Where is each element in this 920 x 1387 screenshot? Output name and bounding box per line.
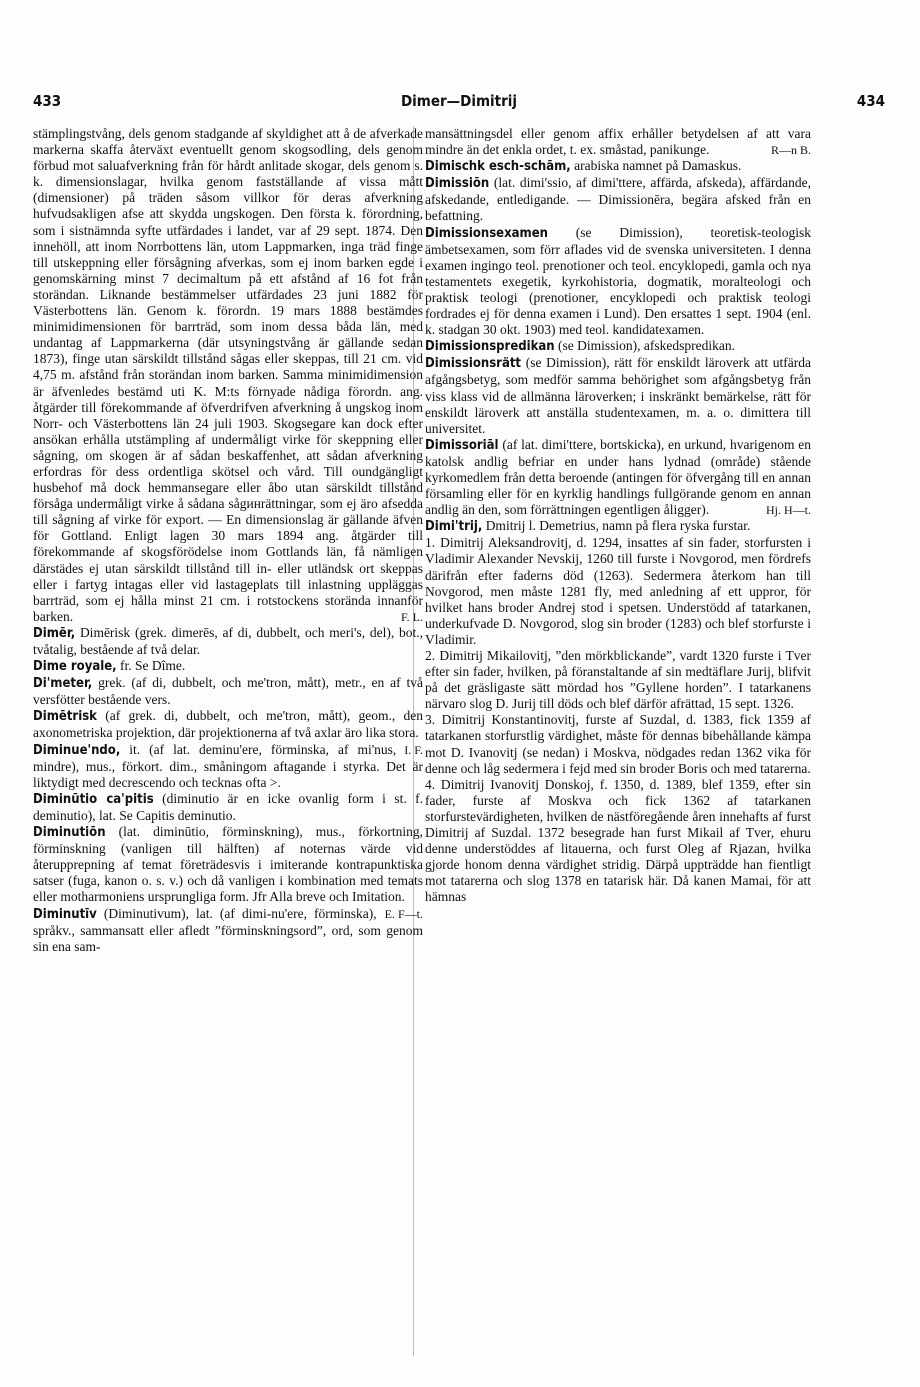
entry-text: arabiska namnet på Damaskus.	[574, 158, 742, 174]
entry-text: 1. Dimitrij Aleksandrovitj, d. 1294, insattes af sin fader, storfursten i Vladimir Alexander Nevskij, 1260 till furste i Novgorod, men fördrefs därifrån efter faderns död (1263). Sedermera återkom han till Novgorod, men måste 1281 fly, med anledning af ett uppror, för hvilket hans broder Andrej stod i spetsen. Understödd af tatarkanen, underkufvade D. Novgorod, slog sin broder (1283) och blef storfurste i Vladimir.	[425, 535, 811, 647]
headword: Diminūtio ca'pitis	[33, 791, 154, 807]
entry-dime-royale	[33, 658, 423, 675]
entry-text: Dimērisk (grek. dimerēs, af di, dubbelt, och meri's, del), bot., tvåtalig, bestående af två delar.	[33, 624, 423, 657]
entry-dimission	[425, 175, 811, 224]
running-title: Dimer—Dimitrij	[400, 92, 518, 110]
author-signature: F. L.	[400, 609, 423, 624]
author-signature: I. F.	[404, 742, 423, 757]
headword: Dimissionsexamen	[425, 225, 548, 241]
headword: Dimissiōn	[425, 176, 490, 192]
sub-entry-2	[425, 648, 811, 712]
headword: Diminue'ndo,	[33, 742, 121, 758]
page-header	[33, 92, 885, 114]
headword: Dimissionsrätt	[425, 356, 522, 372]
headword: Di'meter,	[33, 676, 93, 692]
entry-text: (lat. diminūtio, förminskning), mus., förkortning, förminskning (vanligen till hälften) af noternas värde vid återupprepning af temat företrädesvis i imiterande kontrapunktiska satser (fuga, kanon o. s. v.) och då vanligen i kombination med temats eller motharmoniens ursprungliga form. Jfr Alla breve och Imitation.	[33, 824, 424, 905]
entry-text: grek. (af di, dubbelt, och me'tron, mått), metr., en af två versfötter bestående vers.	[33, 675, 423, 708]
author-signature: E. F—t.	[384, 906, 423, 921]
entry-dimissionsexamen	[425, 225, 811, 339]
entry-text: (se Dimission), teoretisk-teologisk ämbetsexamen, som förr aflades vid de svenska universiteten. I denna examen ingingo teol. prenotioner och teol. encyklopedi, gamla och nya testamentets exegetik, kyrkohistoria, dogmatik, moralteologi och praktisk teologi (prenotioner, encyklopedi och praktisk teologi fordrades ej för denna examen i Lund). Den ersattes 1 sept. 1904 (enl. k. stadgan 30 okt. 1903) med teol. kandidatexamen.	[425, 224, 811, 338]
entry-text: (af lat. dimi'ttere, bortskicka), en urkund, hvarigenom en katolsk andlig befriar en under hans lydnad (område) stående kyrkomedlem från detta beroende (antingen för öfvergång till en annan församling eller för en kyrklig handlings fullgörande genom en annan andlig än den, som förrättningen egentligen åligger).	[425, 436, 811, 518]
entry-dimischk	[425, 158, 811, 175]
entry-dimer	[33, 625, 423, 658]
entry-text: Dmitrij l. Demetrius, namn på flera ryska furstar.	[485, 518, 751, 534]
author-signature: R—n B.	[770, 143, 811, 158]
page-number-left: 433	[33, 92, 62, 110]
entry-text: mansättningsdel eller genom affix erhåller betydelsen af att vara mindre än det enkla ordet, t. ex. småstad, panikunge.	[425, 126, 811, 158]
sub-entry-4	[425, 777, 811, 906]
entry-dimeter	[33, 675, 423, 708]
entry-continuation	[425, 126, 811, 158]
entry-text: (af grek. di, dubbelt, och me'tron, mått), geom., den axonometriska projektion, där projektionerna af två axlar äro lika stora.	[33, 708, 424, 741]
entry-text: stämplingstvång, dels genom stadgande af skyldighet att å de afverkade markerna skaffa återväxt eventuellt genom skogsodling, dels genom förbud mot saluafverkning från för hårdt anlitade skogar, dels genom s. k. dimensionslagar, hvilka genom fastställande af vissa mått (dimensioner) på träden såsom villkor för deras afverkning hufvudsakligen afse att skydda ungskogen. Den första k. förordning, som i sistnämnda syfte utfärdades i landet, var af 29 sept. 1874. Den innehöll, att inom Norrbottens län, utom Lappmarken, inga träd finge till utskeppning eller försågning afverkas, som ej inom barken egde i genomskärning minst 7 decimaltum på ett afstånd af 16 fot från storändan. Liknande bestämmelser utfärdades 23 juni 1882 för Västerbottens län. Genom k. förordn. 19 mars 1888 bestämdes minimidimensionen för barrträd, som inom dessa båda län, med undantag af Lappmarkerna (där utsyningstvång är gällande sedan 1873), finge utan särskildt tillstånd sågas eller skeppas, till 21 cm. vid 4,75 m. afstånd från storändan inom barken. Samma minimidimension är äfvenledes bestämd uti K. M:ts förnyade nådiga förordn. ang. åtgärder till förekommande af öfverdrifven afverkning å ungskog inom Norr- och Västerbottens län 24 juli 1903. Skogsegare kan dock efter ansökan erhålla utstämpling af undermåligt virke för skeppning eller sågning, om skogen är af sådan beskaffenhet, att sådan afverkning erfordras för dess ordentliga skötsel och vård. Till oundgängligt husbehof må dock hemmansegare eller åbo utan särskildt tillstånd försåga undermåligt virke å sådana sågинrättningar, som ej äro afsedda till sågning af virke för export. — En dimensionslag är gällande äfven för Gottland. Enligt lagen 30 mars 1894 ang. åtgärder till förekommande af skogsförödelse inom Gottlands län, få nämligen därstädes ej utan särskildt tillstånd till in- eller utländsk ort skeppas eller i fartyg intagas eller vid lastageplats till inlastning uppläggas barrträd, som ej hålla minst 21 cm. i rotstockens storända innanför barken.	[33, 126, 423, 624]
entry-text: (se Dimission), afskedspredikan.	[558, 338, 735, 354]
sub-entry-3	[425, 712, 811, 776]
entry-dimissionspredikan	[425, 338, 811, 355]
entry-text: fr. Se Dîme.	[120, 658, 186, 674]
page-number-right: 434	[856, 92, 885, 110]
entry-text: (Diminutivum), lat. (af dimi-nu'ere, förminska), språkv., sammansatt eller afledt ”förminskningsord”, ord, som genom sin ena sam-	[33, 905, 423, 954]
entry-diminutio-capitis	[33, 791, 423, 824]
entry-diminuendo	[33, 742, 423, 791]
entry-continuation	[33, 126, 423, 625]
sub-entry-1	[425, 535, 811, 648]
headword: Diminutiōn	[33, 825, 106, 841]
left-column	[33, 126, 423, 955]
author-signature: Hj. H—t.	[766, 503, 811, 518]
right-column	[425, 126, 811, 906]
headword: Dimissoriāl	[425, 437, 499, 453]
entry-text: (diminutio är en icke ovanlig form i st. f. deminutio), lat. Se Capitis deminutio.	[33, 790, 423, 823]
entry-text: 4. Dimitrij Ivanovitj Donskoj, f. 1350, d. 1389, blef 1359, efter sin fader, furste af Moskva och fick 1362 af tatarkanen storfurstevärdigheten, hvilken de nästföregående åren innehafts af furst Dimitrij af Suzdal. 1372 besegrade han furst Mikail af Tver, ehuru denne understöddes af litauerna, och furst Oleg af Rjazan, hvilka gjorde honom denna värdighet stridig. Därpå uppträdde han fientligt mot tatarerna och slog 1378 en tatarisk här. Då kanen Mamai, för att hämnas	[425, 776, 811, 905]
headword: Diminutīv	[33, 906, 97, 922]
headword: Dimissionspredikan	[425, 339, 555, 355]
entry-dimitrij	[425, 518, 811, 535]
entry-text: 2. Dimitrij Mikailovitj, ”den mörkblickande”, vardt 1320 furste i Tver efter sin fader, hvilken, på föranstaltande af sin medtäflare Jurij, blifvit på det gräsligaste sätt mördad hos ”Gyllene horden”. I tatarkanens närvaro slog D. Jurij till döds och blef därför afrättad, 15 sept. 1326.	[425, 648, 811, 712]
entry-text: 3. Dimitrij Konstantinovitj, furste af Suzdal, d. 1383, fick 1359 af tatarkanen storfurstlig värdighet, måste för dennas bibehållande kämpa mot D. Ivanovitj (se nedan) i Moskva, nödgades redan 1362 vika för denne och låg sedermera i fejd med sin broder Boris och med tatarerna.	[425, 712, 811, 776]
entry-dimissorial	[425, 437, 811, 518]
entry-text: it. (af lat. deminu'ere, förminska, af mi'nus, mindre), mus., förkort. dim., småningom aftagande i styrka. Det är liktydigt med decrescendo och tecknas ofta >.	[33, 741, 423, 790]
headword: Dimi'trij,	[425, 519, 483, 535]
entry-diminutiv	[33, 906, 423, 955]
headword: Dime royale,	[33, 659, 117, 675]
headword: Dimischk esch-schām,	[425, 159, 571, 175]
headword: Dimēr,	[33, 625, 76, 641]
headword: Dimētrisk	[33, 709, 97, 725]
entry-dimissionsratt	[425, 355, 811, 436]
entry-text: (se Dimission), rätt för enskildt läroverk att utfärda afgångsbetyg, som medför samma behörighet som afgångsbetyg från viss klass vid de allmänna läroverken; i inskränkt bemärkelse, rätt för enskildt läroverk att anställa studentexamen, m. a. o. dimittera till universitet.	[425, 355, 812, 436]
entry-text: (lat. dimi'ssio, af dimi'ttere, affärda, afskeda), affärdande, afskedande, entledigande. — Dimissionēra, begära afsked från en befattning.	[425, 175, 811, 224]
